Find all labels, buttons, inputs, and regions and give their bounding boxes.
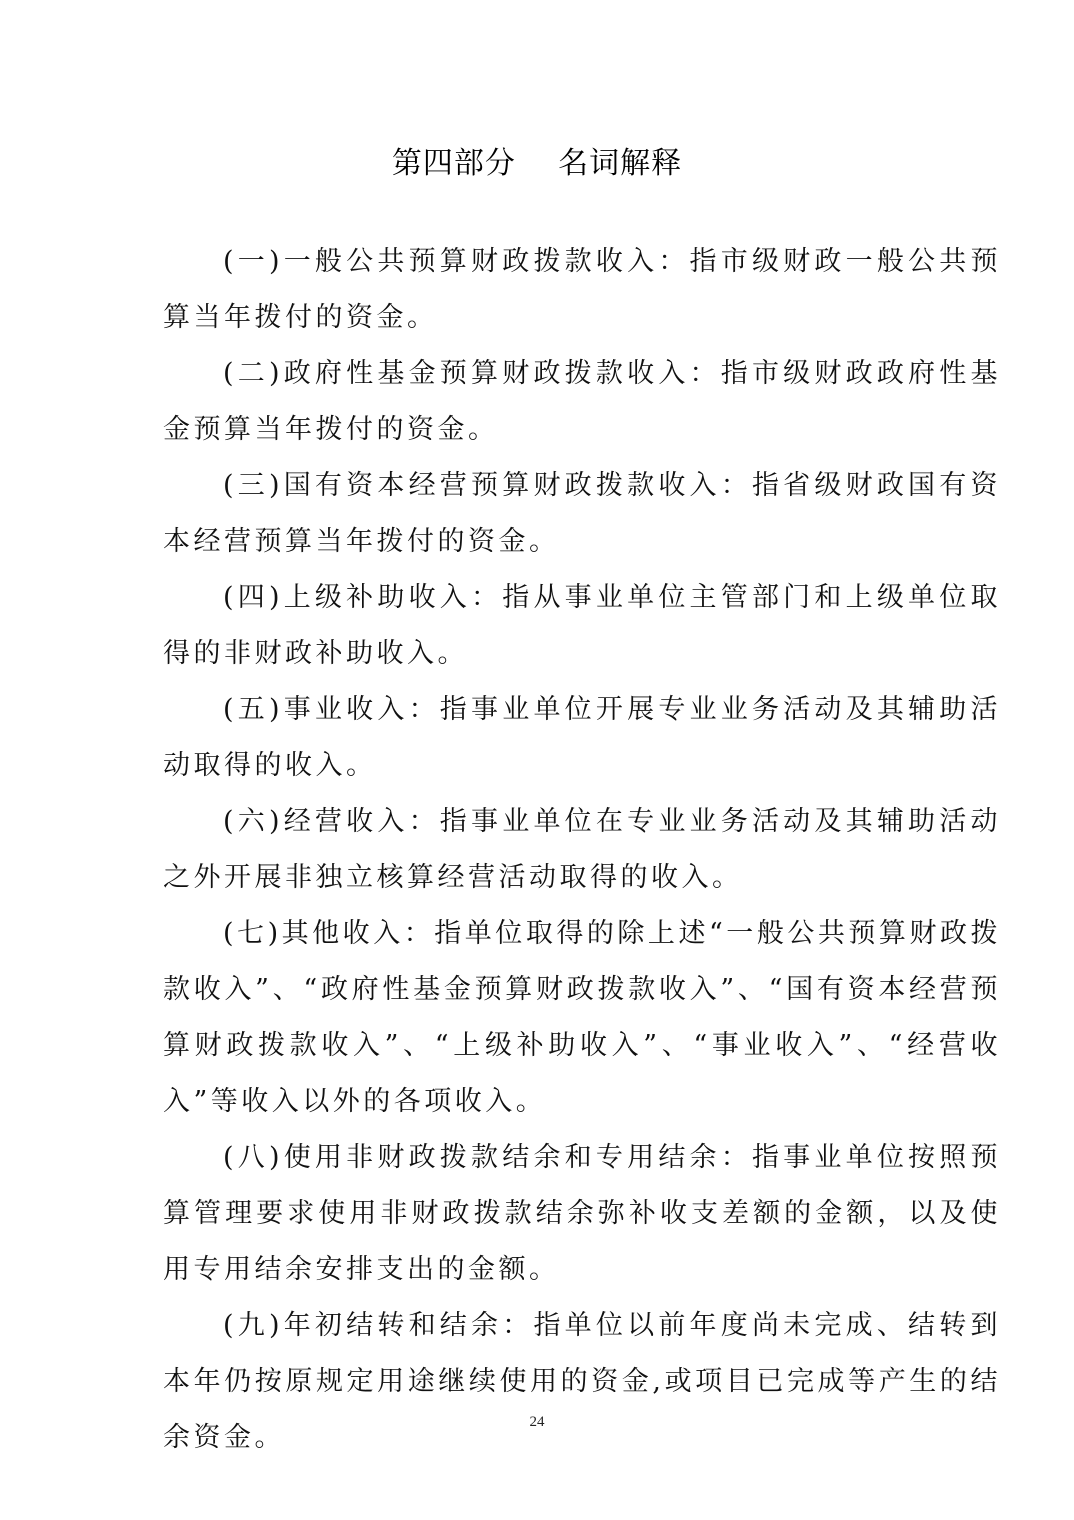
- definition-paragraph-1: (一)一般公共预算财政拨款收入：指市级财政一般公共预算当年拨付的资金。: [163, 246, 1001, 333]
- page-number: 24: [529, 1414, 545, 1430]
- definitions-body: [163, 234, 1001, 1466]
- section-title: 第四部分 名词解释: [391, 146, 683, 181]
- definition-paragraph-5: (五)事业收入：指事业单位开展专业业务活动及其辅助活动取得的收入。: [163, 694, 1001, 781]
- definition-paragraph-8: (八)使用非财政拨款结余和专用结余：指事业单位按照预算管理要求使用非财政拨款结余弥补收支差额的金额，以及使用专用结余安排支出的金额。: [163, 1142, 1001, 1285]
- definition-paragraph-2: (二)政府性基金预算财政拨款收入：指市级财政政府性基金预算当年拨付的资金。: [163, 358, 1001, 445]
- definition-paragraph-6: (六)经营收入：指事业单位在专业业务活动及其辅助活动之外开展非独立核算经营活动取得的收入。: [163, 806, 1001, 893]
- definition-paragraph-3: (三)国有资本经营预算财政拨款收入：指省级财政国有资本经营预算当年拨付的资金。: [163, 470, 1001, 557]
- definition-paragraph-7: (七)其他收入：指单位取得的除上述“一般公共预算财政拨款收入”、“政府性基金预算财政拨款收入”、“国有资本经营预算财政拨款收入”、“上级补助收入”、“事业收入”、“经营收入”等收入以外的各项收入。: [163, 918, 1001, 1117]
- definition-paragraph-4: (四)上级补助收入：指从事业单位主管部门和上级单位取得的非财政补助收入。: [163, 582, 1001, 669]
- definition-paragraph-9: (九)年初结转和结余：指单位以前年度尚未完成、结转到本年仍按原规定用途继续使用的资金,或项目已完成等产生的结余资金。: [163, 1310, 1001, 1453]
